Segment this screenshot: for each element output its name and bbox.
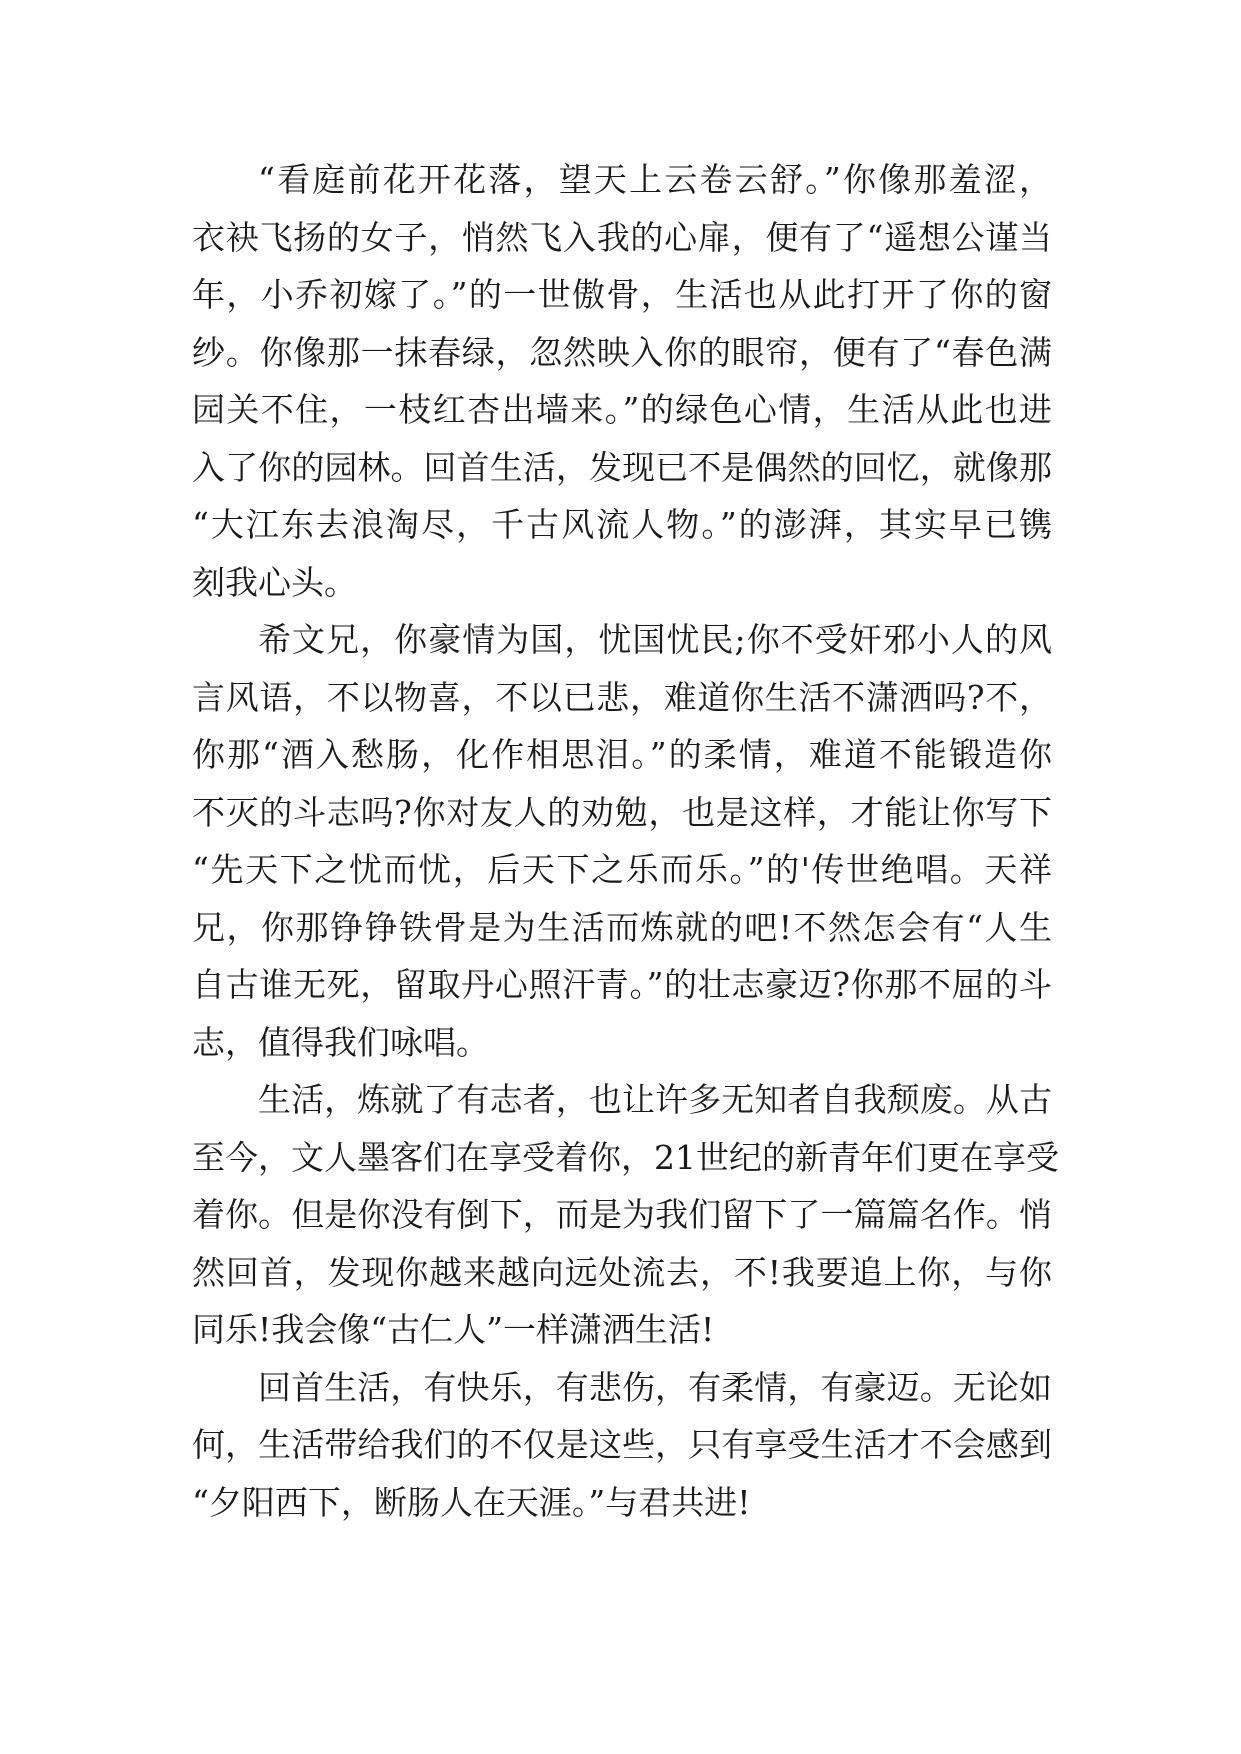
text-line: 刻我心头。 bbox=[192, 562, 357, 602]
paragraph-1 bbox=[192, 151, 1052, 611]
text-line: 着你。但是你没有倒下，而是为我们留下了一篇篇名作。悄 bbox=[192, 1195, 1052, 1234]
paragraph-3 bbox=[192, 1071, 1059, 1359]
text-line: “看庭前花开花落，望天上云卷云舒。”你像那羞涩， bbox=[258, 160, 1052, 199]
text-line: “先天下之忧而忧，后天下之乐而乐。”的'传世绝唱。天祥 bbox=[192, 850, 1052, 889]
text-line: 何，生活带给我们的不仅是这些，只有享受生活才不会感到 bbox=[192, 1425, 1052, 1464]
text-line: “大江东去浪淘尽，千古风流人物。”的澎湃，其实早已镌 bbox=[192, 505, 1052, 544]
text-line: 同乐!我会像“古仁人”一样潇洒生活! bbox=[192, 1310, 715, 1349]
text-line: 生活，炼就了有志者，也让许多无知者自我颓废。从古 bbox=[258, 1080, 1052, 1119]
text-line: 回首生活，有快乐，有悲伤，有柔情，有豪迈。无论如 bbox=[258, 1367, 1052, 1407]
text-line: 你那“酒入愁肠，化作相思泪。”的柔情，难道不能锻造你 bbox=[192, 735, 1052, 774]
text-line: 希文兄，你豪情为国，忧国忧民;你不受奸邪小人的风 bbox=[258, 620, 1052, 659]
paragraph-4 bbox=[192, 1359, 1052, 1532]
text-line: 衣袂飞扬的女子，悄然飞入我的心扉，便有了“遥想公谨当 bbox=[192, 217, 1052, 257]
text-line: 兄，你那铮铮铁骨是为生活而炼就的吧!不然怎会有“人生 bbox=[192, 907, 1052, 947]
text-line: 至今，文人墨客们在享受着你，21世纪的新青年们更在享受 bbox=[192, 1137, 1059, 1177]
text-line: 言风语，不以物喜，不以已悲，难道你生活不潇洒吗?不， bbox=[192, 677, 1052, 717]
article-body bbox=[192, 151, 1059, 1531]
text-line: “夕阳西下，断肠人在天涯。”与君共进! bbox=[192, 1482, 751, 1522]
text-line: 年，小乔初嫁了。”的一世傲骨，生活也从此打开了你的窗 bbox=[192, 275, 1052, 314]
text-line: 志，值得我们咏唱。 bbox=[192, 1022, 489, 1062]
text-line: 自古谁无死，留取丹心照汗青。”的壮志豪迈?你那不屈的斗 bbox=[192, 965, 1052, 1004]
text-line: 纱。你像那一抹春绿，忽然映入你的眼帘，便有了“春色满 bbox=[192, 332, 1052, 372]
text-line: 然回首，发现你越来越向远处流去，不!我要追上你，与你 bbox=[192, 1252, 1052, 1292]
text-line: 入了你的园林。回首生活，发现已不是偶然的回忆，就像那 bbox=[192, 447, 1052, 487]
text-line: 不灭的斗志吗?你对友人的劝勉，也是这样，才能让你写下 bbox=[192, 792, 1052, 832]
text-line: 园关不住，一枝红杏出墙来。”的绿色心情，生活从此也进 bbox=[192, 390, 1052, 429]
paragraph-2 bbox=[192, 611, 1052, 1071]
